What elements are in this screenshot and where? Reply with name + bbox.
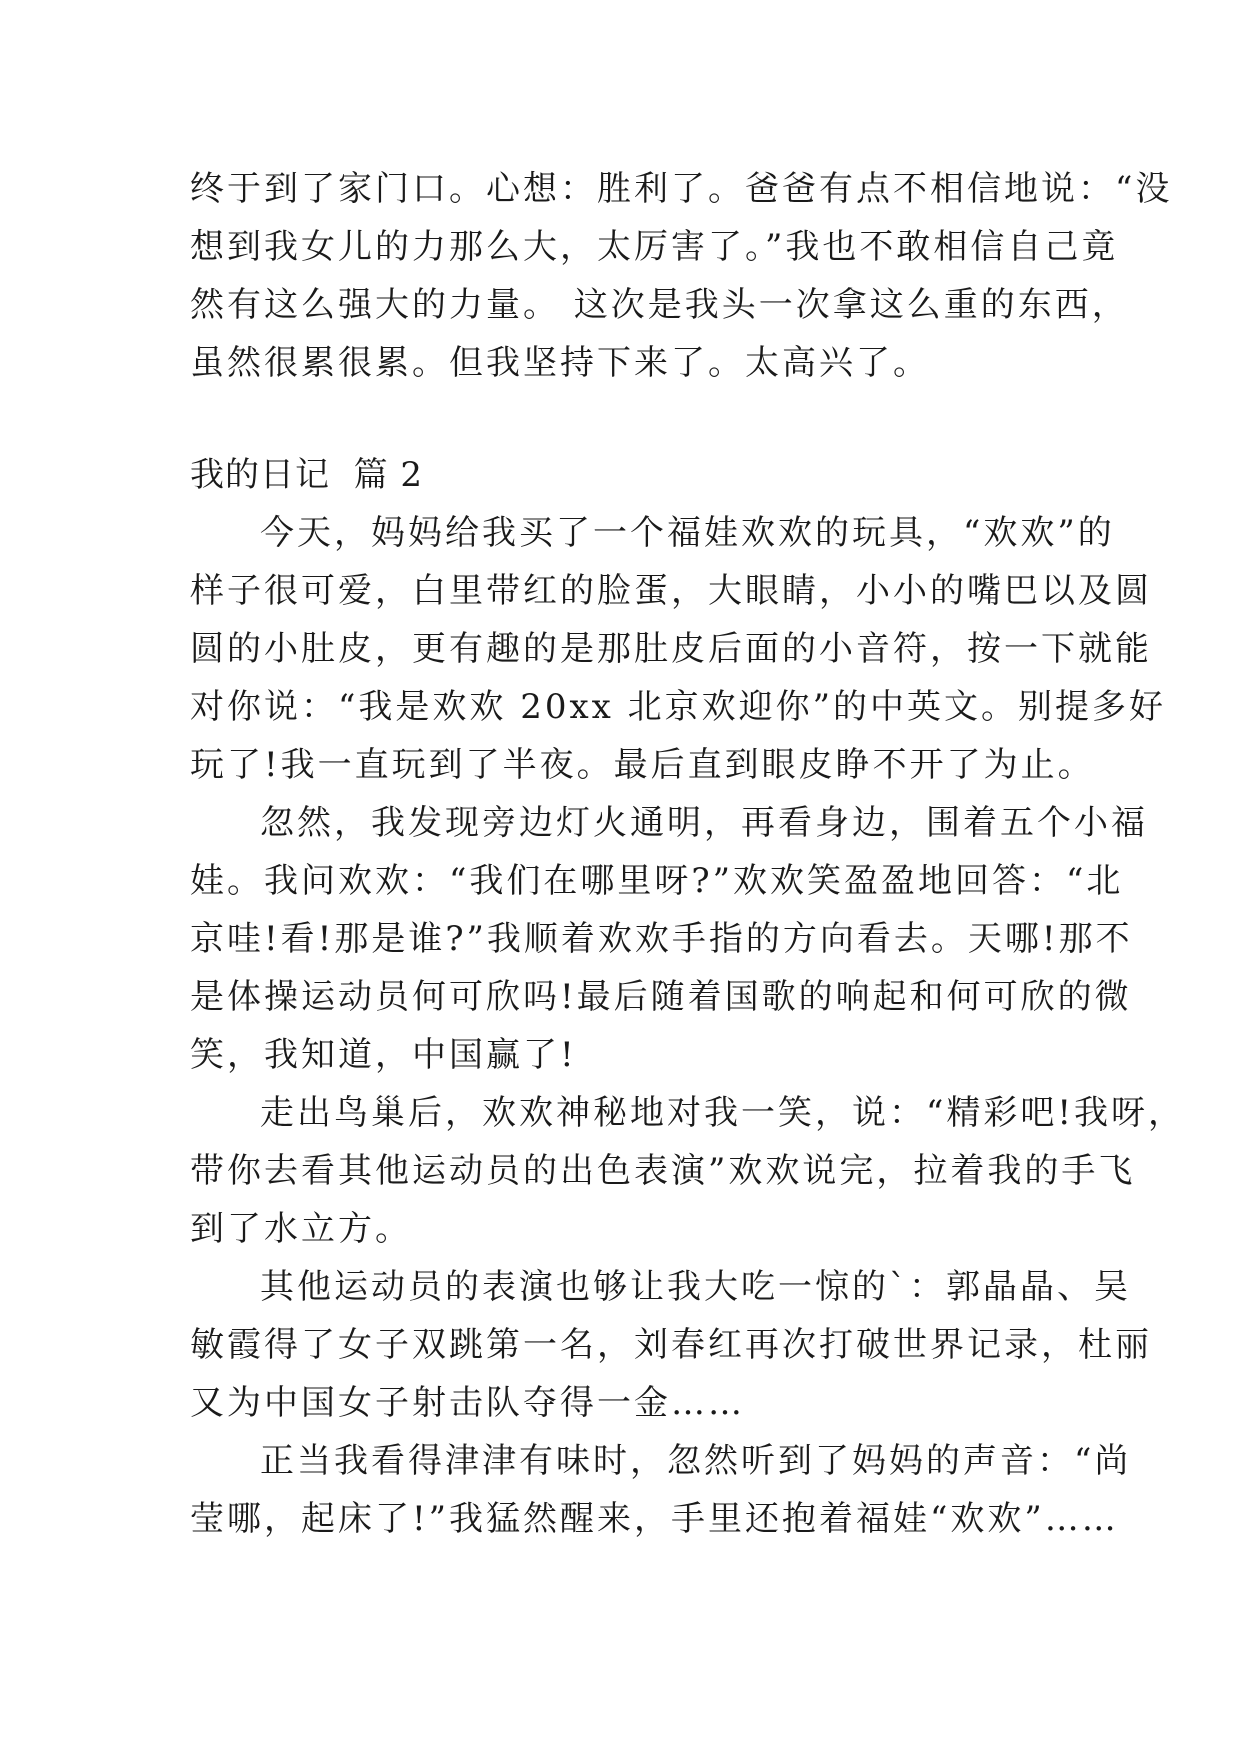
section-heading-wrap [190,446,1060,504]
text-line: 虽然很累很累。但我坚持下来了。太高兴了。 [190,343,930,383]
paragraph-2 [190,794,1148,1084]
section-title: 我的日记 篇 2 [190,455,424,495]
paragraph-4 [190,1258,1152,1432]
text-line: 对你说：“我是欢欢 20xx 北京欢迎你”的中英文。别提多好 [190,687,1166,727]
paragraph-3 [190,1084,1186,1258]
text-line: 笑，我知道，中国赢了! [190,1035,577,1075]
text-line: 正当我看得津津有味时，忽然听到了妈妈的声音：“尚 [260,1441,1132,1481]
text-line: 又为中国女子射击队夺得一金…… [190,1383,745,1423]
intro-paragraph [190,160,1173,392]
text-line: 京哇!看!那是谁?”我顺着欢欢手指的方向看去。天哪!那不 [190,919,1133,959]
text-line: 其他运动员的表演也够让我大吃一惊的`：郭晶晶、吴 [260,1267,1131,1307]
text-line: 想到我女儿的力那么大，太厉害了。”我也不敢相信自己竟 [190,227,1119,267]
document-page [190,160,1186,1548]
text-line: 今天，妈妈给我买了一个福娃欢欢的玩具，“欢欢”的 [260,513,1115,553]
text-line: 然有这么强大的力量。 这次是我头一次拿这么重的东西， [190,285,1129,325]
paragraph-1 [190,504,1166,794]
text-line: 终于到了家门口。心想：胜利了。爸爸有点不相信地说：“没 [190,169,1173,209]
text-line: 娃。我问欢欢：“我们在哪里呀?”欢欢笑盈盈地回答：“北 [190,861,1124,901]
text-line: 敏霞得了女子双跳第一名，刘春红再次打破世界记录，杜丽 [190,1325,1152,1365]
paragraph-5 [190,1432,1132,1548]
text-line: 走出鸟巢后，欢欢神秘地对我一笑，说：“精彩吧!我呀， [260,1093,1186,1133]
text-line: 到了水立方。 [190,1209,412,1249]
text-line: 样子很可爱，白里带红的脸蛋，大眼睛，小小的嘴巴以及圆 [190,571,1152,611]
text-line: 是体操运动员何可欣吗!最后随着国歌的响起和何可欣的微 [190,977,1132,1017]
text-line: 忽然，我发现旁边灯火通明，再看身边，围着五个小福 [260,803,1148,843]
text-line: 圆的小肚皮，更有趣的是那肚皮后面的小音符，按一下就能 [190,629,1152,669]
text-line: 带你去看其他运动员的出色表演”欢欢说完，拉着我的手飞 [190,1151,1136,1191]
text-line: 玩了!我一直玩到了半夜。最后直到眼皮睁不开了为止。 [190,745,1095,785]
text-line: 莹哪，起床了!”我猛然醒来，手里还抱着福娃“欢欢”…… [190,1499,1119,1539]
